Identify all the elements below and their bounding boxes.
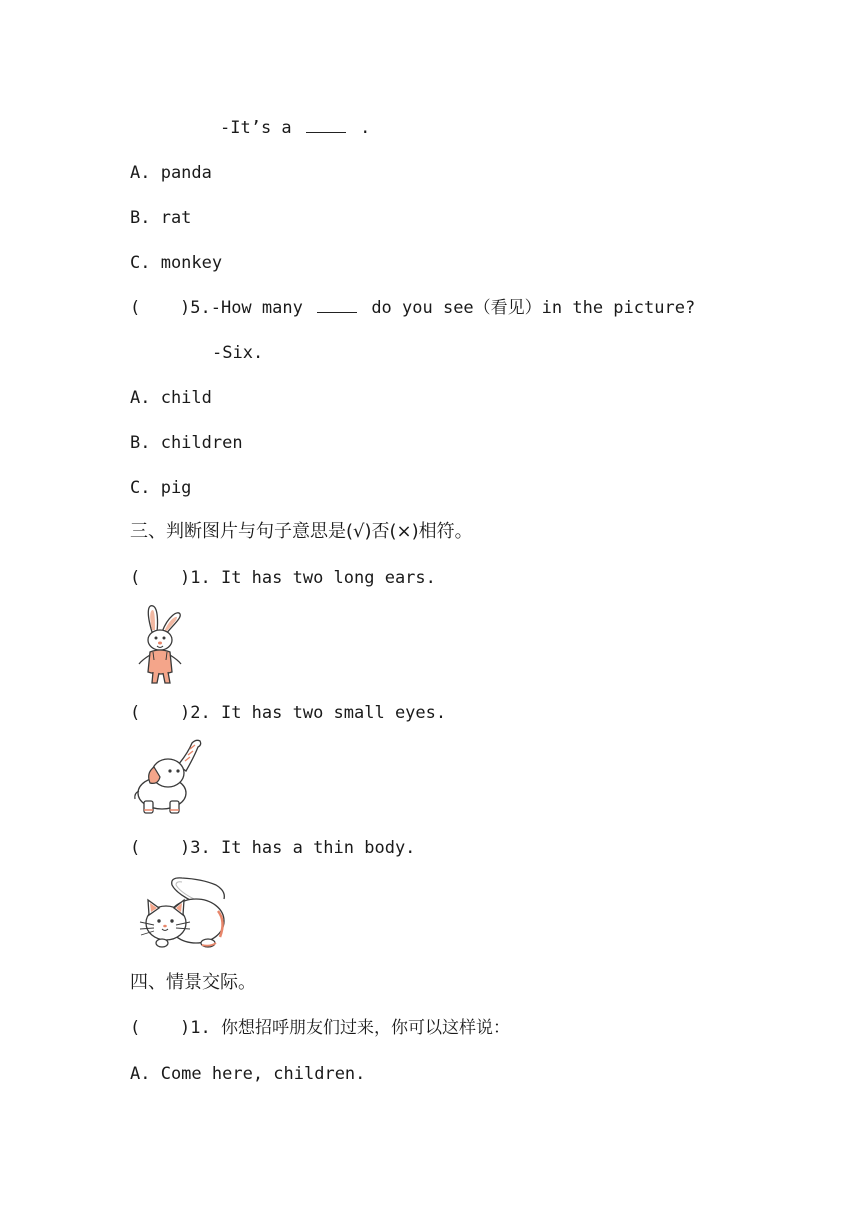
s3-item-3-paren-open: ( [130,838,141,858]
q5-question-blank[interactable] [317,298,357,313]
q4-answer-line [220,117,370,139]
q5-answer: -Six. [212,343,264,363]
q5-paren-open: ( [130,298,141,318]
q4-answer-blank[interactable] [306,118,346,133]
q5-option-c: C. pig [130,478,192,498]
s3-item-2-paren[interactable] [130,702,180,724]
s3-item-3 [130,837,415,859]
s3-item-1-text: 1. It has two long ears. [190,568,436,588]
s4-item-1-paren-close: ) [180,1018,191,1038]
q4-option-b: B. rat [130,208,192,228]
s4-item-1-option-a: A. Come here, children. [130,1064,366,1084]
q4-answer-prefix: -It’s a [220,118,302,138]
s3-item-3-paren[interactable] [130,837,180,859]
cat-picture [132,875,232,957]
s3-item-1-paren[interactable] [130,567,180,589]
elephant-picture [132,737,212,819]
q5-question [130,297,695,319]
section4-heading: 四、情景交际。 [130,972,256,993]
s3-item-3-paren-close: ) [180,838,191,858]
q5-option-a: A. child [130,388,212,408]
s4-item-1-paren-open: ( [130,1018,141,1038]
s4-item-1 [130,1017,510,1039]
q5-option-b: B. children [130,433,243,453]
section3-heading: 三、判断图片与句子意思是(√)否(×)相符。 [130,521,473,542]
q5-question-suffix: do you see（看见）in the picture? [361,298,696,318]
s4-item-1-paren[interactable] [130,1017,180,1039]
s3-item-2-text: 2. It has two small eyes. [190,703,447,723]
q4-answer-suffix: . [349,118,371,138]
s4-item-1-text: 1. 你想招呼朋友们过来，你可以这样说： [190,1018,510,1038]
q5-paren-close: ) [180,298,191,318]
q4-option-a: A. panda [130,163,212,183]
s3-item-1-paren-close: ) [180,568,191,588]
s3-item-2-paren-close: ) [180,703,191,723]
s3-item-3-text: 3. It has a thin body. [190,838,416,858]
s3-item-1-paren-open: ( [130,568,141,588]
s3-item-2 [130,702,446,724]
rabbit-picture [132,602,192,688]
q5-answer-paren[interactable] [130,297,180,319]
s3-item-1 [130,567,436,589]
s3-item-2-paren-open: ( [130,703,141,723]
q5-question-prefix: 5.-How many [190,298,314,318]
q4-option-c: C. monkey [130,253,223,273]
